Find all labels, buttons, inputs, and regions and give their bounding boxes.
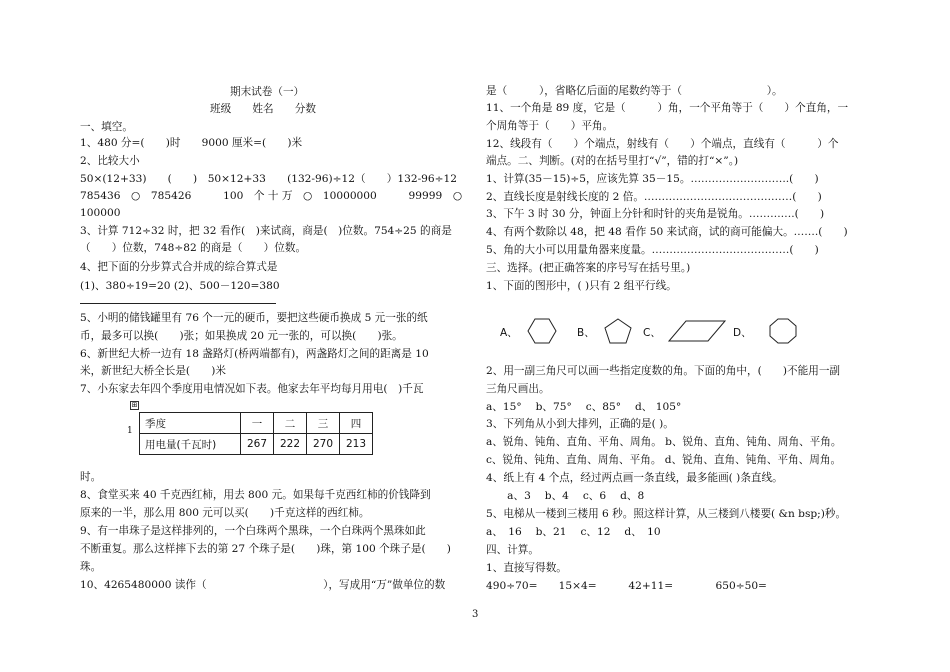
q9-end: 珠。 xyxy=(80,561,102,573)
octagon-icon xyxy=(768,317,798,345)
quarter-1: 一 xyxy=(241,413,274,434)
judge-2: 2、直线长度是射线长度的 2 倍。……………………………………( ) xyxy=(486,191,822,203)
q2-line3: 100000 xyxy=(80,207,121,219)
q8-cont: 原来的一半，那么用 800 元可以买( )千克这样的西红柿。 xyxy=(80,507,370,519)
q9: 9、有一串珠子是这样排列的，一个白珠两个黑珠，一个白珠两个黑珠如此 xyxy=(80,525,426,537)
hexagon-icon xyxy=(527,317,557,345)
q1: 1、480 分=( )时 9000 厘米=( )米 xyxy=(80,137,303,149)
q10-cont: 是（ ），省略亿后面的尾数约等于（ ）。 xyxy=(486,85,783,97)
option-a-label: A、 xyxy=(500,327,518,339)
section-fill-in: 一、填空。 xyxy=(80,121,133,133)
pentagon-icon xyxy=(603,317,633,345)
parallelogram-icon xyxy=(668,319,726,343)
judge-3: 3、下午 3 时 30 分，钟面上分针和时针的夹角是锐角。………….( ) xyxy=(486,208,825,220)
q8: 8、食堂买来 40 千克西红柿，用去 800 元。如果每千克西红柿的价钱降到 xyxy=(80,489,431,501)
quarter-2: 二 xyxy=(274,413,307,434)
q11: 11、一个角是 89 度，它是（ ）角，一个平角等于（ ）个直角，一 xyxy=(486,102,849,114)
q4: 4、把下面的分步算式合并成的综合算式是 xyxy=(80,261,278,273)
table-header-label: 季度 xyxy=(140,413,241,434)
exam-title: 期末试卷（一） xyxy=(230,86,305,98)
value-q1: 267 xyxy=(241,434,274,455)
choice-5: 5、电梯从一楼到三楼用 6 秒。照这样计算，从三楼到八楼要( &n bsp;)秒。 xyxy=(486,508,847,520)
q3-cont: （ ）位数，748÷82 的商是（ ）位数。 xyxy=(80,242,307,254)
table-row-label: 用电量(千瓦时) xyxy=(140,434,241,455)
q5: 5、小明的储钱罐里有 76 个一元的硬币，要把这些硬币换成 5 元一张的纸 xyxy=(80,312,428,324)
value-q3: 270 xyxy=(307,434,340,455)
q2-line2: 785436 ○ 785426 100 个 十 万 ○ 10000000 99999 ○ xyxy=(80,190,463,202)
choice-2-options: a、15° b、75° c、85° d、 105° xyxy=(486,401,682,413)
section-choice: 三、选择。(把正确答案的序号写在括号里。) xyxy=(486,262,691,274)
q10: 10、4265480000 读作（ ），写成用“万”做单位的数 xyxy=(80,579,446,591)
q2-line1: 50×(12+33) ( ) 50×12+33 (132-96)÷12（ ）132-96÷12 xyxy=(80,173,457,185)
quarter-4: 四 xyxy=(340,413,373,434)
option-d-label: D、 xyxy=(733,327,752,339)
quarter-3: 三 xyxy=(307,413,340,434)
q2: 2、比较大小 xyxy=(80,155,140,167)
judge-1: 1、计算(35－15)÷5，应该先算 35－15。……………………….( ) xyxy=(486,173,819,185)
q9-cont: 不断重复。那么这样摔下去的第 27 个珠子是( )珠，第 100 个珠子是( ) xyxy=(80,543,451,555)
judge-5: 5、角的大小可以用量角器来度量。…………………………………( ) xyxy=(486,244,819,256)
q7-cont: 时。 xyxy=(80,471,102,483)
option-b-label: B、 xyxy=(577,327,595,339)
table-side-mark: 1 xyxy=(127,426,133,436)
choice-3-ab: a、锐角、钝角、直角、平角、周角。 b、锐角、直角、钝角、周角、平角。 xyxy=(486,436,842,448)
q4-steps: (1)、380÷19=20 (2)、500－120=380 xyxy=(80,280,280,292)
choice-4-options: a、3 b、4 c、6 d、8 xyxy=(486,490,645,502)
choice-3: 3、下列角从小到大排列，正确的是( )。 xyxy=(486,418,674,430)
section-calc: 四、计算。 xyxy=(486,544,539,556)
q6: 6、新世纪大桥一边有 18 盏路灯(桥两端都有)，两盏路灯之间的距离是 10 xyxy=(80,348,429,360)
table-value-row xyxy=(140,434,373,455)
calc-1: 1、直接写得数。 xyxy=(486,562,567,574)
choice-4: 4、纸上有 4 个点，经过两点画一条直线，最多能画( )条直线。 xyxy=(486,472,783,484)
choice-5-options: a、 16 b、21 c、12 d、 10 xyxy=(486,526,661,538)
electricity-table xyxy=(139,412,373,455)
q3: 3、计算 712÷32 时，把 32 看作( )来试商，商是( )位数。754÷25 的商是 xyxy=(80,225,452,237)
q6-cont: 米，新世纪大桥全长是( )米 xyxy=(80,365,226,377)
answer-line xyxy=(80,303,276,304)
q7: 7、小东家去年四个季度用电情况如下表。他家去年平均每月用电( )千瓦 xyxy=(80,383,424,395)
option-c-label: C、 xyxy=(643,327,661,339)
judge-4: 4、有两个数除以 48，把 48 看作 50 来试商，试的商可能偏大。…….( ) xyxy=(486,226,848,238)
value-q4: 213 xyxy=(340,434,373,455)
table-move-handle-icon: ⊞ xyxy=(131,401,138,409)
q5-cont: 币，最多可以换( )张；如果换成 20 元一张的，可以换( )张。 xyxy=(80,330,403,342)
page-number: 3 xyxy=(472,609,479,620)
choice-1: 1、下面的图形中，( )只有 2 组平行线。 xyxy=(486,280,677,292)
choice-3-cd: c、锐角、钝角、直角、周角、平角。 d、锐角、直角、钝角、平角、周角。 xyxy=(486,454,842,466)
choice-2: 2、用一副三角尺可以画一些指定度数的角。下面的角中，( )不能用一副 xyxy=(486,365,841,377)
q12: 12、线段有（ ）个端点，射线有（ ）个端点，直线有（ ）个 xyxy=(486,138,839,150)
exam-meta: 班级 姓名 分数 xyxy=(210,103,316,115)
section-judge: 端点。二、判断。(对的在括号里打“√”，错的打“×”。) xyxy=(486,155,739,167)
value-q2: 222 xyxy=(274,434,307,455)
table-header-row xyxy=(140,413,373,434)
calc-1-items: 490÷70= 15×4= 42+11= 650÷50= xyxy=(486,580,767,592)
q11-cont: 个周角等于（ ）平角。 xyxy=(486,120,614,132)
choice-2-cont: 三角尺画出。 xyxy=(486,383,550,395)
